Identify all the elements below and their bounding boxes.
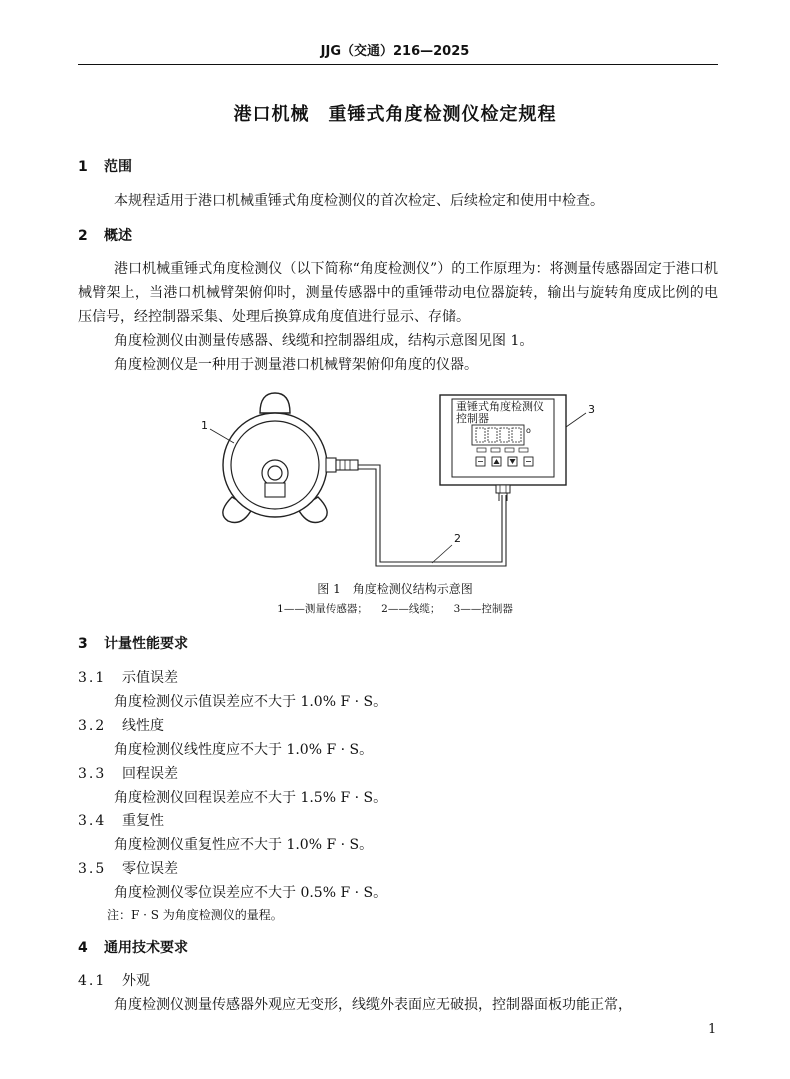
subsection-title: 线性度 — [122, 718, 164, 734]
subsection-4-1 — [78, 970, 150, 990]
section-number: 4 — [78, 940, 88, 956]
subsection-3-1 — [78, 667, 178, 687]
subsection-3-4 — [78, 810, 164, 830]
leader-1 — [210, 429, 234, 443]
figure-legend: 1——测量传感器； 2——线缆； 3——控制器 — [277, 603, 513, 615]
section-title: 计量性能要求 — [104, 636, 188, 652]
leader-3 — [566, 413, 586, 427]
subsection-title: 回程误差 — [122, 766, 178, 782]
requirement-3-2: 角度检测仪线性度应不大于 1.0% F · S。 — [114, 742, 374, 758]
requirement-3-4: 角度检测仪重复性应不大于 1.0% F · S。 — [114, 837, 374, 853]
section-number: 1 — [78, 159, 88, 175]
section-2-paragraph-2: 角度检测仪由测量传感器、线缆和控制器组成，结构示意图见图 1。 — [114, 333, 534, 349]
subsection-3-3 — [78, 763, 178, 783]
subsection-3-2 — [78, 715, 164, 735]
subsection-title: 重复性 — [122, 813, 164, 829]
section-number: 3 — [78, 636, 88, 652]
subsection-number: 3.3 — [78, 766, 107, 782]
label-1: 1 — [201, 419, 208, 432]
section-title: 概述 — [104, 228, 132, 244]
subsection-number: 3.5 — [78, 861, 107, 877]
subsection-number: 3.4 — [78, 813, 107, 829]
requirement-3-1: 角度检测仪示值误差应不大于 1.0% F · S。 — [114, 694, 388, 710]
sensor-gland — [336, 460, 358, 470]
requirement-3-5: 角度检测仪零位误差应不大于 0.5% F · S。 — [114, 885, 388, 901]
sensor-top-lobe — [260, 393, 290, 413]
sensor-connector — [326, 458, 336, 472]
controller-title-line2: 控制器 — [456, 412, 489, 425]
section-4-1-text: 角度检测仪测量传感器外观应无变形，线缆外表面应无破损，控制器面板功能正常， — [114, 997, 632, 1013]
subsection-number: 3.1 — [78, 670, 107, 686]
section-2-heading — [78, 225, 132, 245]
section-title: 范围 — [104, 159, 132, 175]
requirement-3-3: 角度检测仪回程误差应不大于 1.5% F · S。 — [114, 790, 388, 806]
subsection-title: 示值误差 — [122, 670, 178, 686]
subsection-3-5 — [78, 858, 178, 878]
section-4-heading — [78, 937, 188, 957]
page-number: 1 — [708, 1022, 717, 1037]
note: 注：F · S 为角度检测仪的量程。 — [107, 908, 283, 922]
degree-symbol: o — [526, 426, 531, 435]
section-number: 2 — [78, 228, 88, 244]
section-3-heading — [78, 633, 188, 653]
sensor-hub-core — [268, 466, 282, 480]
section-1-heading — [78, 156, 132, 176]
header-rule — [78, 64, 718, 65]
document-title: 港口机械 重锤式角度检测仪检定规程 — [233, 104, 557, 125]
structure-diagram — [180, 385, 620, 575]
running-header: JJG（交通）216—2025 — [320, 44, 470, 59]
leader-2 — [432, 545, 452, 563]
sensor-bracket — [265, 483, 285, 497]
controller-title-line1: 重锤式角度检测仪 — [456, 400, 544, 413]
section-2-paragraph-3: 角度检测仪是一种用于测量港口机械臂架俯仰角度的仪器。 — [114, 357, 478, 373]
label-3: 3 — [588, 403, 595, 416]
measuring-sensor — [223, 393, 358, 523]
label-2: 2 — [454, 532, 461, 545]
section-title: 通用技术要求 — [104, 940, 188, 956]
subsection-number: 4.1 — [78, 973, 107, 989]
subsection-title: 外观 — [122, 973, 150, 989]
subsection-title: 零位误差 — [122, 861, 178, 877]
subsection-number: 3.2 — [78, 718, 107, 734]
controller-gland — [496, 485, 510, 493]
figure-caption: 图 1 角度检测仪结构示意图 — [317, 582, 473, 596]
section-2-paragraph-1: 港口机械重锤式角度检测仪（以下简称“角度检测仪”）的工作原理为：将测量传感器固定于港口机械臂架上，当港口机械臂架俯仰时，测量传感器中的重锤带动电位器旋转，输出与旋转角度成比例的电压信号，经控制器采集、处理后换算成角度值进行显示、存储。 — [78, 261, 718, 325]
section-1-text: 本规程适用于港口机械重锤式角度检测仪的首次检定、后续检定和使用中检查。 — [114, 193, 604, 209]
controller — [440, 395, 566, 501]
